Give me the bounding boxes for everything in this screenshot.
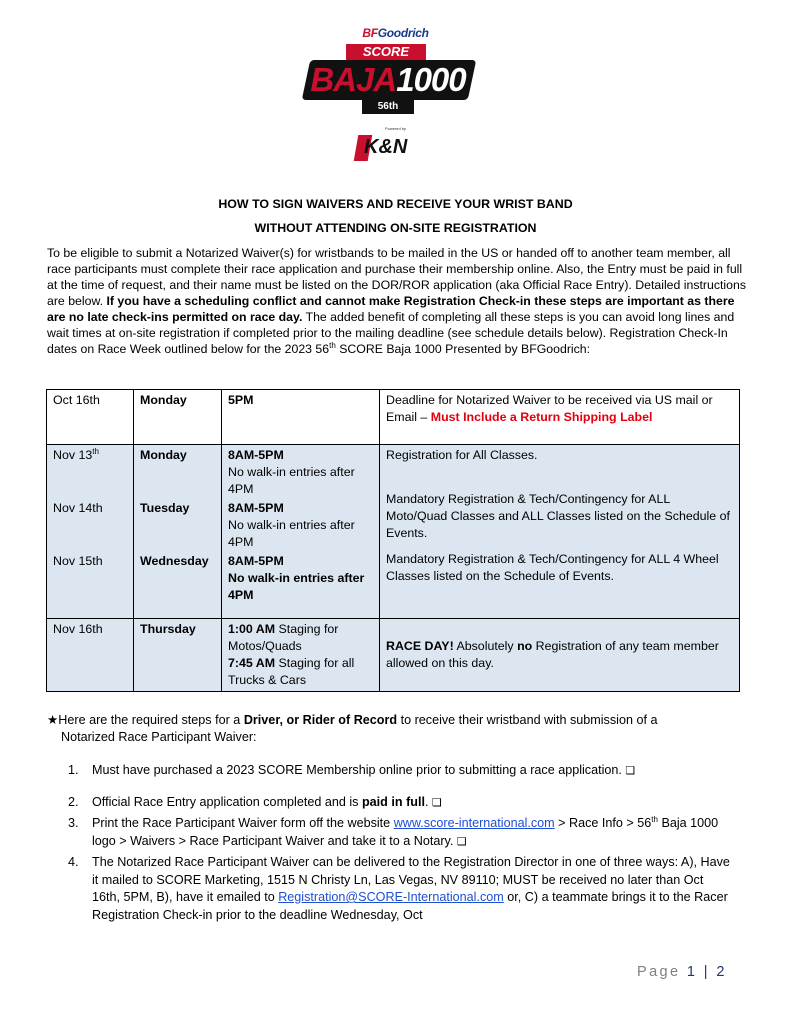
reg-date-2: Nov 14th bbox=[53, 501, 103, 515]
registration-descriptions bbox=[380, 445, 740, 619]
reg-date-1 bbox=[53, 447, 127, 500]
checkbox-icon[interactable]: ❏ bbox=[456, 834, 467, 848]
reg-desc-3: Mandatory Registration & Tech/Contingency for ALL 4 Wheel Classes listed on the Schedule of Events. bbox=[386, 552, 719, 583]
page-word: Page bbox=[637, 964, 681, 980]
intro-paragraph bbox=[47, 245, 747, 357]
intro-text-1: To be eligible to submit a Notarized Waiver(s) for wristbands to be mailed in the US or handed off to another team member, all race participants must complete their race application and purchase their membership online. Also, the Entry must be paid in full at the time of request, and their name must be listed on the DOR/ROR application (aka Official Race Entry). Detailed instructions are below. bbox=[47, 246, 746, 308]
reg-desc-2: Mandatory Registration & Tech/Contingency for ALL Moto/Quad Classes and ALL Classes listed on the Schedule of Events. bbox=[386, 492, 730, 540]
intro-sup: th bbox=[329, 340, 336, 350]
race-day: Thursday bbox=[134, 619, 222, 692]
reg-day-1: Monday bbox=[140, 448, 187, 462]
schedule-table bbox=[46, 389, 740, 692]
table-row-deadline bbox=[47, 390, 740, 445]
reg-date-1-text: Nov 13 bbox=[53, 448, 93, 462]
reg-note-1: No walk-in entries after 4PM bbox=[228, 465, 355, 496]
race-date: Nov 16th bbox=[47, 619, 134, 692]
thousand-word: 1000 bbox=[396, 61, 466, 98]
checkbox-icon[interactable]: ❏ bbox=[625, 764, 636, 777]
reg-time-2: 8AM-5PM bbox=[228, 501, 284, 515]
step-number: 4. bbox=[68, 855, 79, 869]
kn-logo-text: K&N bbox=[364, 136, 408, 158]
deadline-time: 5PM bbox=[222, 390, 380, 445]
race-time-2-text: Staging for all Trucks & Cars bbox=[228, 656, 355, 687]
step-text: Official Race Entry application completed and is bbox=[92, 794, 362, 809]
steps-intro-text-1: Here are the required steps for a bbox=[58, 713, 244, 727]
baja-1000-logo bbox=[300, 40, 475, 122]
deadline-day: Monday bbox=[134, 390, 222, 445]
intro-text-3: SCORE Baja 1000 Presented by BFGoodrich: bbox=[335, 342, 591, 356]
reg-note-3: No walk-in entries after 4PM bbox=[228, 571, 365, 602]
race-description bbox=[380, 619, 740, 692]
registration-dates bbox=[47, 445, 134, 619]
step-text: Print the Race Participant Waiver form off the website bbox=[92, 816, 394, 830]
step-number: 1. bbox=[68, 763, 79, 777]
document-title-line2: WITHOUT ATTENDING ON-SITE REGISTRATION bbox=[254, 221, 537, 235]
table-row-registration bbox=[47, 445, 740, 619]
checkbox-icon[interactable]: ❏ bbox=[431, 795, 442, 809]
edition-badge: 56th bbox=[362, 100, 414, 114]
step-text-2: . bbox=[424, 794, 432, 809]
reg-day-3: Wednesday bbox=[140, 554, 209, 568]
step-text: The Notarized Race Participant Waiver can be delivered to the Registration Director in one of three ways: A), Have it mailed to SCORE Marketing, 1515 N Christy Ln, Las Vegas, NV 89110; MUST be received no later than Oct 16th, 5PM, B), have it emailed to bbox=[92, 855, 730, 904]
reg-time-1: 8AM-5PM bbox=[228, 448, 284, 462]
race-desc-2: Registration of any team member allowed on this day. bbox=[386, 639, 719, 670]
deadline-date: Oct 16th bbox=[47, 390, 134, 445]
powered-by-text: Powered by bbox=[384, 126, 407, 131]
list-item bbox=[68, 854, 733, 924]
reg-date-1-sup: th bbox=[92, 446, 99, 456]
table-row-race-day bbox=[47, 619, 740, 692]
list-item bbox=[68, 815, 733, 850]
email-link[interactable]: Registration@SCORE-International.com bbox=[278, 890, 504, 904]
page-number: 1 | 2 bbox=[686, 964, 727, 980]
reg-desc-1: Registration for All Classes. bbox=[386, 448, 538, 462]
steps-list bbox=[68, 762, 733, 924]
bfgoodrich-logo-goodrich: Goodrich bbox=[377, 26, 429, 40]
bfgoodrich-logo-bf: BF bbox=[362, 26, 378, 40]
step-number: 3. bbox=[68, 816, 79, 830]
race-desc-no: no bbox=[517, 639, 533, 653]
document-title-line1: HOW TO SIGN WAIVERS AND RECEIVE YOUR WRIST BAND bbox=[218, 197, 573, 211]
race-desc-1: Absolutely bbox=[453, 639, 518, 653]
reg-day-2: Tuesday bbox=[140, 501, 190, 515]
star-icon: ★ bbox=[47, 713, 59, 727]
steps-intro-line-2: Notarized Race Participant Waiver: bbox=[61, 730, 257, 744]
intro-text-2: The added benefit of completing all these steps is you can avoid long lines and wait times at on-site registration if completed prior to the mailing deadline (see schedule details below). Registration Check-In dates on Race Week outlined below for the 2023 56 bbox=[47, 310, 735, 356]
reg-time-3: 8AM-5PM bbox=[228, 554, 284, 568]
step-text-2: or, C) a teammate brings it to the Racer Registration Check-in prior to the deadline Wednesday, Oct bbox=[92, 890, 728, 922]
registration-days bbox=[134, 445, 222, 619]
registration-times bbox=[222, 445, 380, 619]
list-item bbox=[68, 762, 733, 780]
steps-intro-text-2: to receive their wristband with submission of a bbox=[397, 713, 658, 727]
deadline-desc-text: Deadline for Notarized Waiver to be received via US mail or Email – bbox=[386, 393, 713, 424]
steps-intro-bold: Driver, or Rider of Record bbox=[243, 713, 398, 727]
step-bold: paid in full bbox=[361, 794, 425, 809]
page-footer bbox=[637, 964, 727, 980]
website-link[interactable]: www.score-international.com bbox=[393, 816, 555, 830]
step-text: Must have purchased a 2023 SCORE Membership online prior to submitting a race application. bbox=[92, 763, 626, 777]
race-times bbox=[222, 619, 380, 692]
race-desc-bold: RACE DAY! bbox=[386, 639, 454, 653]
bfgoodrich-logo bbox=[0, 26, 791, 40]
step-text-2: > Race Info > 56 bbox=[554, 816, 652, 830]
score-wordmark: SCORE bbox=[346, 44, 426, 60]
race-time-2-bold: 7:45 AM bbox=[228, 656, 276, 670]
step-number: 2. bbox=[68, 794, 79, 809]
step-text-3: Baja 1000 logo > Waivers > Race Participant Waiver and take it to a Notary. bbox=[92, 816, 719, 848]
baja-word: BAJA bbox=[310, 61, 397, 98]
baja-1000-wordmark bbox=[308, 60, 468, 100]
step-sup: th bbox=[651, 814, 658, 824]
kn-logo bbox=[356, 133, 408, 163]
reg-date-3: Nov 15th bbox=[53, 554, 103, 568]
deadline-desc-red: Must Include a Return Shipping Label bbox=[430, 410, 653, 424]
race-time-1-bold: 1:00 AM bbox=[228, 622, 276, 636]
deadline-description bbox=[380, 390, 740, 445]
intro-bold-warning: If you have a scheduling conflict and cannot make Registration Check-in these steps are important as there are no late check-ins permitted on race day. bbox=[47, 294, 735, 324]
steps-intro bbox=[47, 712, 757, 746]
race-time-1-text: Staging for Motos/Quads bbox=[228, 622, 339, 653]
list-item bbox=[68, 794, 733, 812]
reg-note-2: No walk-in entries after 4PM bbox=[228, 518, 355, 549]
